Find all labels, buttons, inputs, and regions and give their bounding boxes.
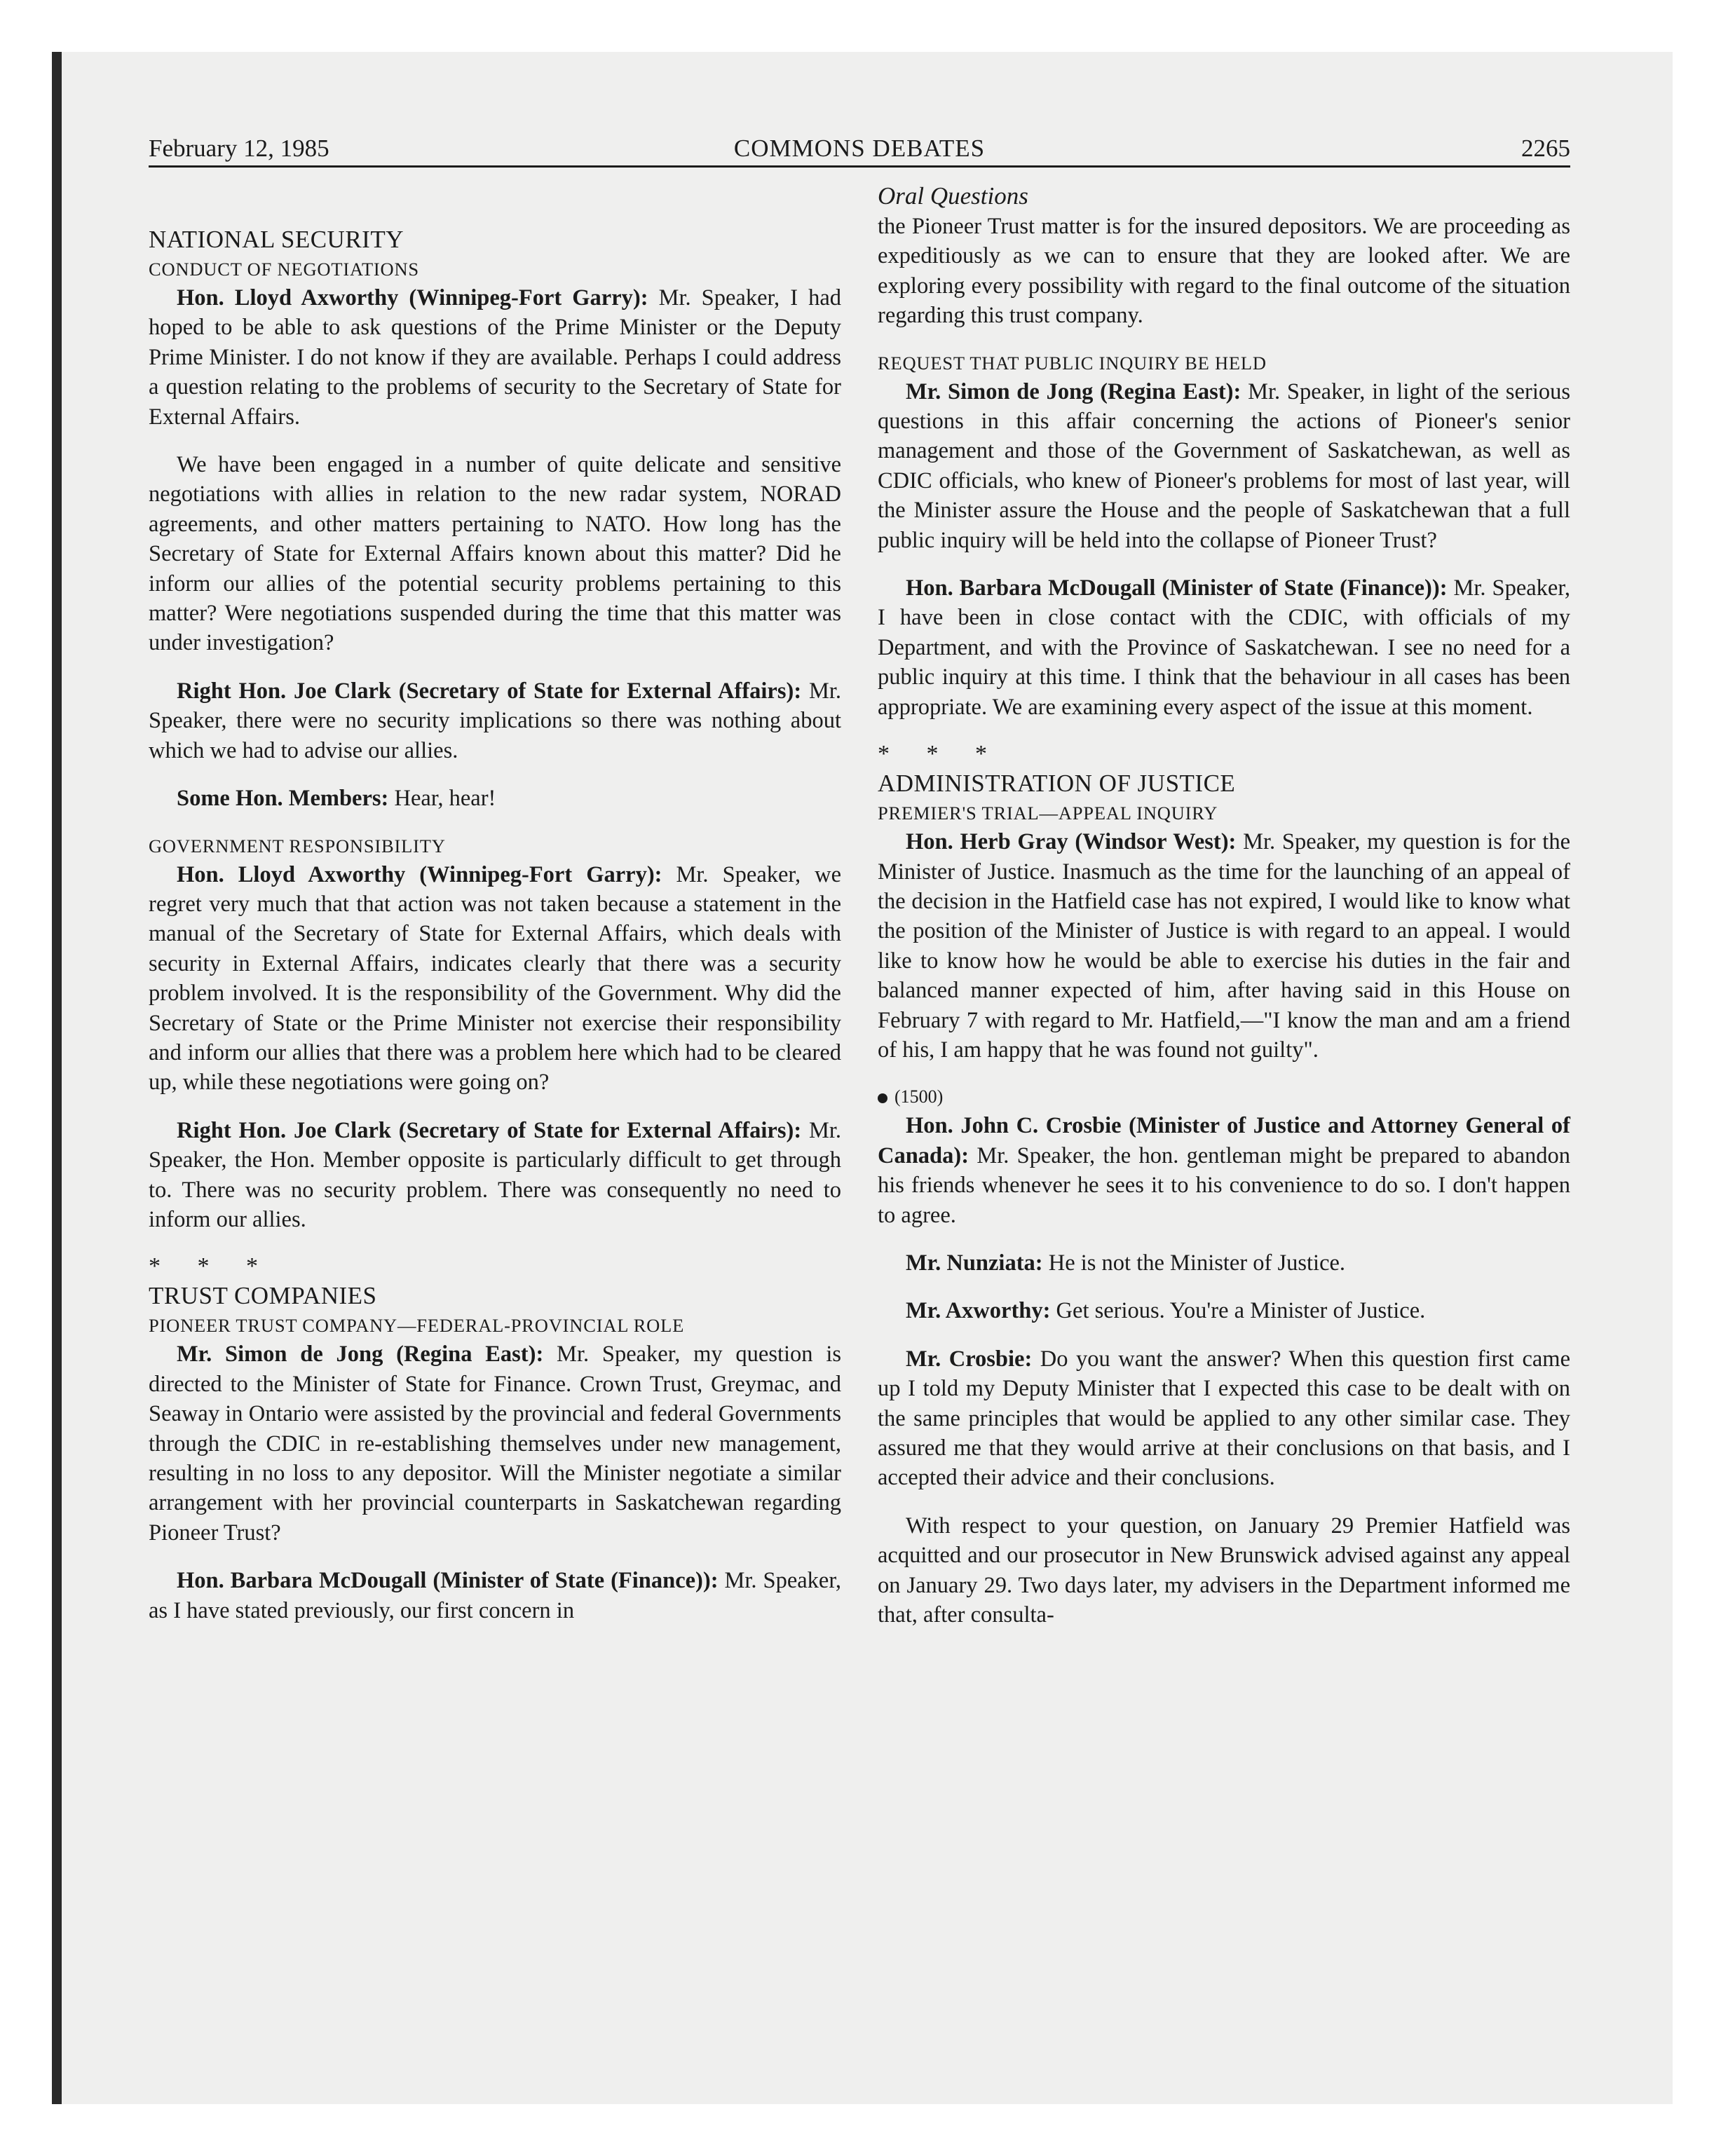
speech-text: With respect to your question, on January 29 Premier Hatfield was acquitted and our prosecutor in New Brunswick advised against any appeal on January 29. Two days later, my advisers in the Department informed me that, after consulta- — [878, 1513, 1570, 1628]
speaker-name: Right Hon. Joe Clark (Secretary of State for External Affairs): — [177, 678, 802, 704]
left-column — [149, 181, 841, 1644]
speaker-name: Mr. Axworthy: — [906, 1298, 1051, 1324]
speech-text: Mr. Speaker, the Hon. Member opposite is particularly difficult to get through to. There was no security problem. There was consequently no need to inform our allies. — [149, 1117, 841, 1232]
speech-paragraph — [149, 676, 841, 765]
section-title-trust-companies: TRUST COMPANIES — [149, 1282, 377, 1310]
speech-text: We have been engaged in a number of quite delicate and sensitive negotiations with allies in relation to the new radar system, NORAD agreements, and other matters pertaining to NATO. How long has the Secretary of State for External Affairs known about this matter? Did he inform our allies of the potential security problems pertaining to this matter? Were negotiations suspended during the time that this matter was under investigation? — [149, 452, 841, 656]
running-head: Oral Questions — [878, 182, 1028, 210]
speech-paragraph — [149, 1566, 841, 1625]
speaker-name: Hon. Lloyd Axworthy (Winnipeg-Fort Garry): — [177, 861, 662, 887]
speech-text: Mr. Speaker, I had hoped to be able to ask questions of the Prime Minister or the Deputy Prime Minister. I do not know if they are available. Perhaps I could address a question relating to the problems of security to the Secretary of State for External Affairs. — [149, 285, 842, 430]
subtitle-premiers-trial: PREMIER'S TRIAL—APPEAL INQUIRY — [878, 803, 1218, 824]
speaker-name: Mr. Crosbie: — [906, 1346, 1033, 1372]
scan-edge — [52, 52, 62, 2104]
speech-text: Mr. Speaker, as I have stated previously, our first concern in — [149, 1568, 841, 1623]
header-rule — [149, 165, 1570, 168]
speech-text: Mr. Speaker, in light of the serious questions in this affair concerning the actions of Pioneer's senior management and those of the Government of Saskatchewan, as well as CDIC officials, who knew of Pioneer's problems for most of last year, will the Minister assure the House and the people of Saskatchewan that a full public inquiry will be held into the collapse of Pioneer Trust? — [878, 378, 1570, 553]
header-title: COMMONS DEBATES — [733, 135, 986, 162]
speaker-name: Hon. John C. Crosbie (Minister of Justice and Attorney General of Canada): — [878, 1113, 1570, 1168]
time-marker — [878, 1083, 1570, 1111]
speech-paragraph — [878, 1296, 1570, 1325]
section-title-national-security: NATIONAL SECURITY — [149, 226, 404, 253]
speaker-name: Some Hon. Members: — [177, 786, 389, 812]
right-column — [878, 181, 1570, 1648]
speech-text: He is not the Minister of Justice. — [1042, 1250, 1346, 1276]
left-top-space — [149, 181, 841, 224]
header-date: February 12, 1985 — [149, 135, 329, 162]
subtitle-public-inquiry: REQUEST THAT PUBLIC INQUIRY BE HELD — [878, 352, 1267, 374]
speaker-name: Mr. Simon de Jong (Regina East): — [177, 1342, 544, 1367]
speaker-name: Mr. Nunziata: — [906, 1250, 1043, 1276]
speech-paragraph — [878, 1111, 1570, 1230]
subtitle-pioneer-trust: PIONEER TRUST COMPANY—FEDERAL-PROVINCIAL ROLE — [149, 1315, 685, 1337]
speech-paragraph — [878, 377, 1570, 555]
speech-text: Mr. Speaker, my question is directed to the Minister of State for Finance. Crown Trust, Greymac, and Seaway in Ontario were assisted by the provincial and federal Governments through the CDIC in re-establishing themselves under new management, resulting in no loss to any depositor. Will the Minister negotiate a similar arrangement with her provincial counterparts in Saskatchewan regarding Pioneer Trust? — [149, 1342, 842, 1546]
header-page-number: 2265 — [1521, 135, 1570, 162]
speech-text: Do you want the answer? When this question first came up I told my Deputy Minister that I expected this case to be dealt with on the same principles that would be applied to any other similar case. They assured me that they would arrive at their conclusions on that basis, and I accepted their advice and their conclusions. — [878, 1346, 1570, 1491]
speech-text: Mr. Speaker, I have been in close contact with the CDIC, with officials of my Department, and with the Province of Saskatchewan. I see no need for a public inquiry at this time. I think that the behaviour in all cases has been appropriate. We are examining every aspect of the issue at this moment. — [878, 575, 1570, 720]
section-separator: * * * — [878, 741, 1002, 767]
speech-text: Mr. Speaker, we regret very much that that action was not taken because a statement in the manual of the Secretary of State for External Affairs, which deals with security in External Affairs, indicates clearly that there was a security problem involved. It is the responsibility of the Government. Why did the Secretary of State or the Prime Minister not exercise their responsibility and inform our allies that there was a problem here which had to be cleared up, while these negotiations were going on? — [149, 861, 842, 1096]
section-title-administration-of-justice: ADMINISTRATION OF JUSTICE — [878, 770, 1236, 798]
speech-paragraph — [878, 1248, 1570, 1278]
speech-paragraph — [149, 283, 841, 432]
speech-paragraph — [878, 1511, 1570, 1630]
page-header — [149, 133, 1570, 168]
speech-paragraph — [149, 450, 841, 658]
speaker-name: Hon. Barbara McDougall (Minister of State (Finance)): — [177, 1568, 719, 1594]
speech-paragraph — [878, 827, 1570, 1065]
subtitle-government-responsibility: GOVERNMENT RESPONSIBILITY — [149, 835, 446, 857]
speech-paragraph — [149, 1116, 841, 1235]
speaker-name: Mr. Simon de Jong (Regina East): — [906, 378, 1241, 404]
subtitle-conduct-of-negotiations: CONDUCT OF NEGOTIATIONS — [149, 259, 419, 280]
section-separator: * * * — [149, 1253, 273, 1280]
speaker-name: Hon. Barbara McDougall (Minister of State (Finance)): — [906, 575, 1448, 601]
speech-paragraph — [878, 1344, 1570, 1493]
speech-paragraph — [149, 1339, 841, 1548]
bullet-icon — [878, 1093, 887, 1103]
speech-text: Mr. Speaker, the hon. gentleman might be prepared to abandon his friends whenever he sees it to his convenience to do so. I don't happen to agree. — [878, 1142, 1570, 1228]
speaker-name: Hon. Lloyd Axworthy (Winnipeg-Fort Garry): — [177, 285, 648, 311]
speech-text: Mr. Speaker, there were no security implications so there was nothing about which we had to advise our allies. — [149, 678, 841, 763]
time-marker-text: (1500) — [894, 1086, 944, 1107]
speech-paragraph — [878, 212, 1570, 331]
speaker-name: Hon. Herb Gray (Windsor West): — [906, 829, 1237, 855]
speech-paragraph — [149, 860, 841, 1098]
speech-paragraph — [149, 784, 841, 813]
speech-text: the Pioneer Trust matter is for the insured depositors. We are proceeding as expeditiously as we can to ensure that they are looked after. We are exploring every possibility with regard to the final outcome of the situation regarding this trust company. — [878, 214, 1570, 329]
speech-paragraph — [878, 573, 1570, 722]
speech-text: Mr. Speaker, my question is for the Minister of Justice. Inasmuch as the time for the launching of an appeal of the decision in the Hatfield case has not expired, I would like to know what the position of the Minister of Justice is with regard to an appeal. I would like to know how he would be able to exercise his duties in the fair and balanced manner expected of him, after having said in this House on February 7 with regard to Mr. Hatfield,—"I know the man and am a friend of his, I am happy that he was found not guilty". — [878, 829, 1570, 1063]
speech-text: Get serious. You're a Minister of Justice. — [1050, 1298, 1426, 1324]
speaker-name: Right Hon. Joe Clark (Secretary of State for External Affairs): — [177, 1117, 802, 1143]
speech-text: Hear, hear! — [388, 786, 496, 812]
